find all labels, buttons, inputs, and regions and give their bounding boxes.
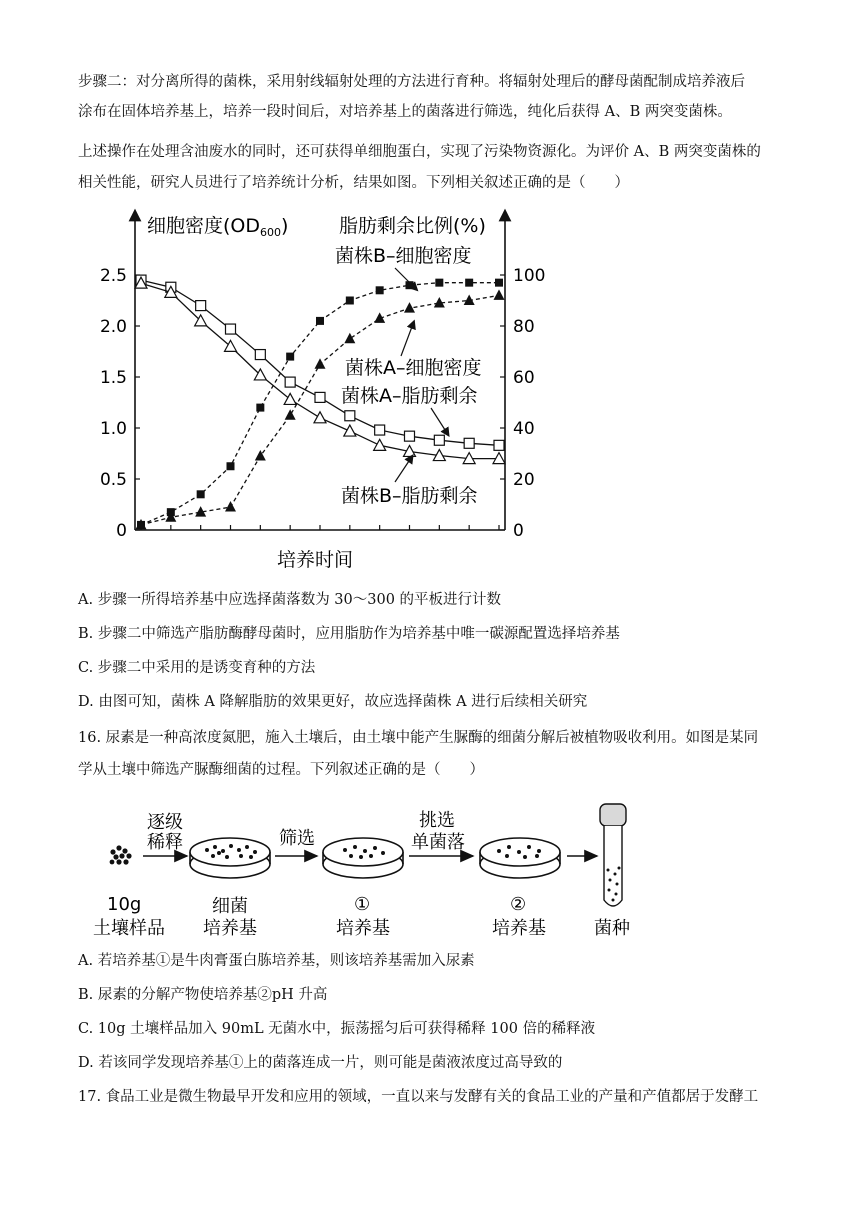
dish2-label: 培养基	[336, 918, 390, 939]
point-s0-5	[286, 353, 294, 361]
q16-option-a: A. 若培养基①是牛肉膏蛋白胨培养基，则该培养基需加入尿素	[78, 953, 475, 969]
tube-label: 菌种	[594, 918, 630, 939]
screening-flow-diagram	[95, 800, 655, 950]
left-tick-label-5: 0	[116, 521, 127, 541]
point-s2-3	[226, 324, 236, 334]
dish1-label-bottom: 培养基	[203, 918, 257, 939]
left-tick-label-3: 1.0	[99, 419, 127, 439]
q16-stem-line-1: 16. 尿素是一种高浓度氮肥，施入土壤后，由土壤中能产生脲酶的细菌分解后被植物吸收利用。如图是某同	[78, 730, 759, 746]
intro-line-2: 涂布在固体培养基上，培养一段时间后，对培养基上的菌落进行筛选，纯化后获得 A、B 两突变菌株。	[78, 104, 732, 120]
point-s1-3	[225, 501, 236, 512]
left-tick-label-0: 2.5	[99, 266, 127, 286]
left-axis-title: 细胞密度$(OD_{600})$	[147, 215, 289, 239]
point-s2-5	[285, 377, 295, 387]
point-s0-3	[227, 462, 235, 470]
point-s1-11	[464, 295, 475, 306]
q15-option-a: A. 步骤一所得培养基中应选择菌落数为 30～300 的平板进行计数	[78, 592, 502, 608]
intro-line-4: 相关性能，研究人员进行了培养统计分析，结果如图。下列相关叙述正确的是（ ）	[78, 175, 629, 191]
left-tick-label-4: 0.5	[99, 470, 127, 490]
point-s2-11	[464, 438, 474, 448]
step-pick-top: 挑选	[419, 810, 455, 831]
legend-a-density: 菌株A–细胞密度	[345, 357, 482, 379]
right-tick-label-4: 20	[513, 470, 535, 490]
step-dilute-bottom: 稀释	[147, 832, 183, 853]
dish3-label: 培养基	[492, 918, 546, 939]
q15-option-c: C. 步骤二中采用的是诱变育种的方法	[78, 660, 316, 676]
q16-option-b: B. 尿素的分解产物使培养基②pH 升高	[78, 987, 328, 1003]
point-s2-2	[196, 301, 206, 311]
right-tick-label-3: 40	[513, 419, 535, 439]
dish1-label-top: 细菌	[212, 896, 248, 917]
legend-b-density: 菌株B–细胞密度	[335, 245, 472, 267]
point-s0-6	[316, 317, 324, 325]
intro-line-3: 上述操作在处理含油废水的同时，还可获得单细胞蛋白，实现了污染物资源化。为评价 A、B 两突变菌株的	[78, 144, 761, 160]
step-dilute-top: 逐级	[147, 812, 183, 833]
petri-dish-1	[190, 838, 270, 878]
point-s0-7	[346, 297, 354, 305]
q16-option-d: D. 若该同学发现培养基①上的菌落连成一片，则可能是菌液浓度过高导致的	[78, 1055, 563, 1071]
point-s3-5	[284, 393, 296, 404]
dish3-number: ②	[510, 894, 527, 915]
step-screen: 筛选	[279, 828, 315, 849]
point-s3-7	[344, 425, 356, 436]
point-s2-9	[405, 431, 415, 441]
point-s1-5	[285, 409, 296, 420]
point-s0-11	[465, 279, 473, 287]
left-tick-label-2: 1.5	[99, 368, 127, 388]
leader-a-density	[401, 324, 413, 356]
legend-b-fat: 菌株B–脂肪剩余	[341, 485, 478, 507]
leader-b-density	[395, 268, 415, 288]
right-tick-label-1: 80	[513, 317, 535, 337]
point-s1-12	[494, 289, 505, 300]
petri-dish-3	[480, 838, 560, 878]
step-pick-bottom: 单菌落	[411, 832, 465, 853]
dish2-number: ①	[354, 894, 371, 915]
point-s0-4	[256, 404, 264, 412]
q15-option-d: D. 由图可知，菌株 A 降解脂肪的效果更好，故应选择菌株 A 进行后续相关研究	[78, 694, 588, 710]
point-s0-8	[376, 286, 384, 294]
point-s2-10	[434, 435, 444, 445]
line-chart	[95, 200, 546, 580]
point-s2-4	[255, 350, 265, 360]
point-s0-2	[197, 490, 205, 498]
point-s2-6	[315, 392, 325, 402]
q17-stem-line-1: 17. 食品工业是微生物最早开发和应用的领域，一直以来与发酵有关的食品工业的产量和产值都居于发酵工	[78, 1089, 759, 1105]
petri-dish-2	[323, 838, 403, 878]
left-tick-label-1: 2.0	[99, 317, 127, 337]
intro-line-1: 步骤二：对分离所得的菌株，采用射线辐射处理的方法进行育种。将辐射处理后的酵母菌配制成培养液后	[78, 74, 745, 90]
point-s2-8	[375, 425, 385, 435]
point-s0-12	[495, 279, 503, 287]
soil-sample-icon	[110, 845, 132, 864]
right-tick-label-5: 0	[513, 521, 524, 541]
legend-a-fat: 菌株A–脂肪剩余	[341, 385, 478, 407]
q16-option-c: C. 10g 土壤样品加入 90mL 无菌水中，振荡摇匀后可获得稀释 100 倍的稀释液	[78, 1021, 596, 1037]
point-s1-6	[315, 358, 326, 369]
point-s3-6	[314, 412, 326, 423]
q16-stem-line-2: 学从土壤中筛选产脲酶细菌的过程。下列叙述正确的是（ ）	[78, 762, 484, 778]
q15-option-b: B. 步骤二中筛选产脂肪酶酵母菌时，应用脂肪作为培养基中唯一碳源配置选择培养基	[78, 626, 620, 642]
point-s2-12	[494, 440, 504, 450]
right-axis-title: 脂肪剩余比例(%)	[339, 215, 486, 237]
soil-amount: 10g	[107, 894, 142, 915]
x-axis-title: 培养时间	[277, 549, 354, 571]
test-tube-icon	[600, 804, 626, 906]
point-s0-10	[435, 279, 443, 287]
leader-b-fat	[395, 458, 411, 482]
leader-a-fat	[431, 408, 447, 433]
right-tick-label-0: 100	[513, 266, 546, 286]
point-s1-7	[344, 333, 355, 344]
right-tick-label-2: 60	[513, 368, 535, 388]
point-s3-8	[374, 439, 386, 450]
soil-label: 土壤样品	[93, 918, 165, 939]
point-s1-9	[404, 302, 415, 313]
point-s2-7	[345, 411, 355, 421]
